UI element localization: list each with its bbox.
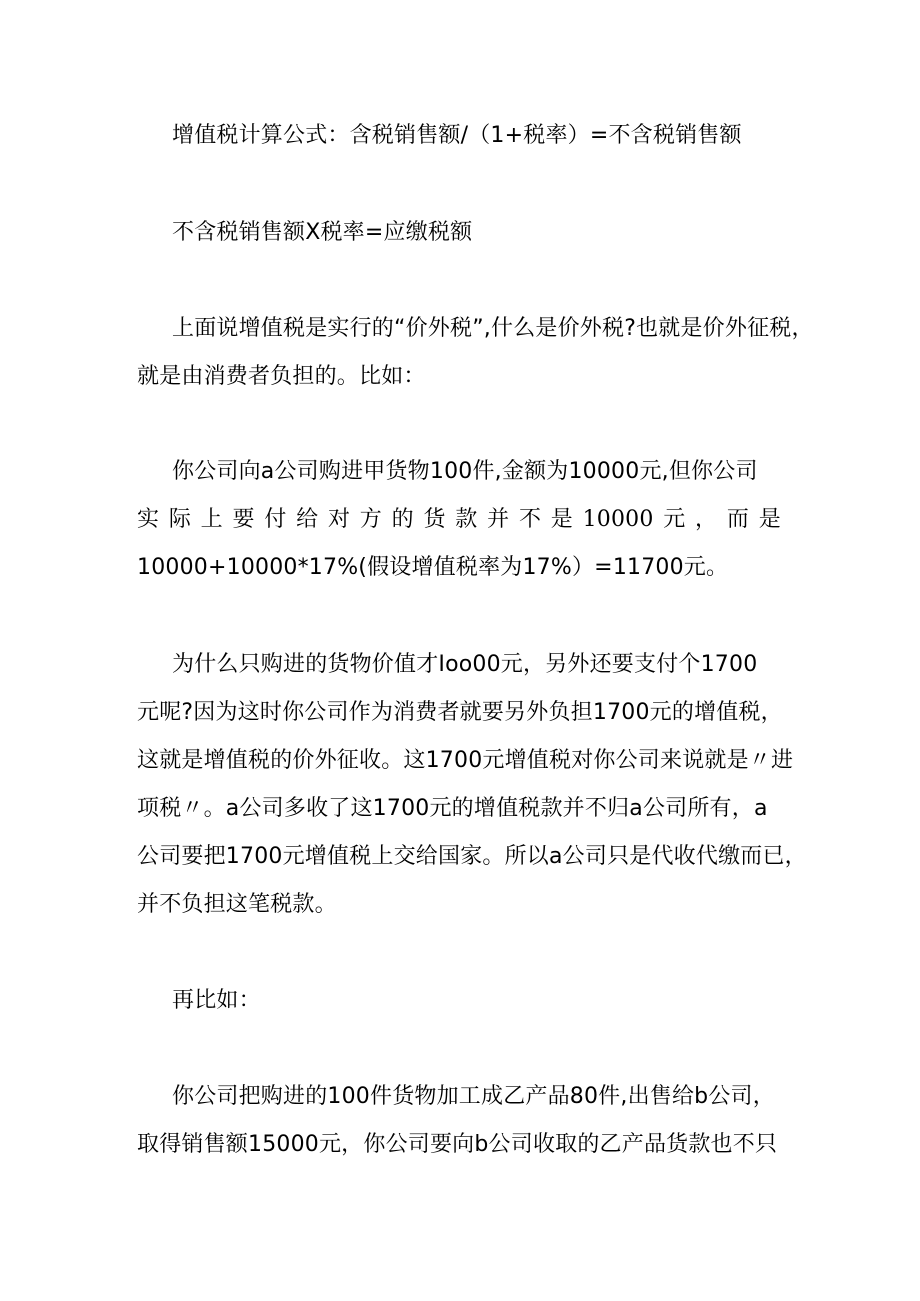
justified-token: 给 bbox=[296, 507, 319, 532]
example-1-line-3: 10000+10000*17%(假设增值税率为17%）=11700元。 bbox=[137, 555, 729, 580]
justified-token: 款 bbox=[455, 507, 478, 532]
justified-token: 对 bbox=[327, 507, 351, 532]
justified-token: 元 bbox=[663, 507, 686, 532]
example-1-line-2 bbox=[137, 505, 781, 535]
justified-token-number: 10000 bbox=[582, 507, 654, 532]
justified-token: 不 bbox=[518, 507, 542, 532]
example-2-line-1: 你公司把购进的100件货物加工成乙产品80件,出售给b公司， bbox=[172, 1084, 775, 1109]
justified-token: 方 bbox=[359, 507, 382, 532]
justified-token: 的 bbox=[391, 507, 414, 532]
justified-token: 而 bbox=[726, 507, 750, 532]
justified-token: 是 bbox=[550, 507, 573, 532]
justified-token: 并 bbox=[487, 507, 510, 532]
example-1-line-1: 你公司向a公司购进甲货物100件,金额为10000元,但你公司 bbox=[172, 459, 758, 484]
explanation-line-2: 元呢?因为这时你公司作为消费者就要另外负担1700元的增值税， bbox=[137, 700, 783, 725]
paragraph-price-external-tax-line-2: 就是由消费者负担的。比如： bbox=[137, 364, 426, 389]
explanation-line-1: 为什么只购进的货物价值才Ioo00元，另外还要支付个1700 bbox=[172, 652, 758, 677]
justified-token: 实 bbox=[137, 507, 160, 532]
example-2-line-2: 取得销售额15000元，你公司要向b公司收取的乙产品货款也不只 bbox=[137, 1132, 778, 1157]
again-example-heading: 再比如： bbox=[172, 988, 261, 1013]
justified-token: 付 bbox=[264, 507, 287, 532]
paragraph-price-external-tax-line-1: 上面说增值税是实行的“价外税”,什么是价外税?也就是价外征税， bbox=[172, 316, 814, 341]
formula-line-1: 增值税计算公式：含税销售额/（1+税率）=不含税销售额 bbox=[172, 123, 742, 148]
justified-token: 货 bbox=[423, 507, 446, 532]
explanation-line-4: 项税〃。a公司多收了这1700元的增值税款并不归a公司所有，a bbox=[137, 796, 768, 821]
formula-line-2: 不含税销售额X税率=应缴税额 bbox=[172, 220, 473, 245]
justified-token: 要 bbox=[232, 507, 255, 532]
explanation-line-6: 并不负担这笔税款。 bbox=[137, 892, 337, 917]
justified-token: 际 bbox=[168, 507, 192, 532]
justified-token: 是 bbox=[758, 507, 781, 532]
justified-token: ， bbox=[695, 507, 718, 532]
justified-token: 上 bbox=[200, 507, 223, 532]
explanation-line-5: 公司要把1700元增值税上交给国家。所以a公司只是代收代缴而已， bbox=[137, 844, 807, 869]
explanation-line-3: 这就是增值税的价外征收。这1700元增值税对你公司来说就是〃进 bbox=[137, 748, 794, 773]
